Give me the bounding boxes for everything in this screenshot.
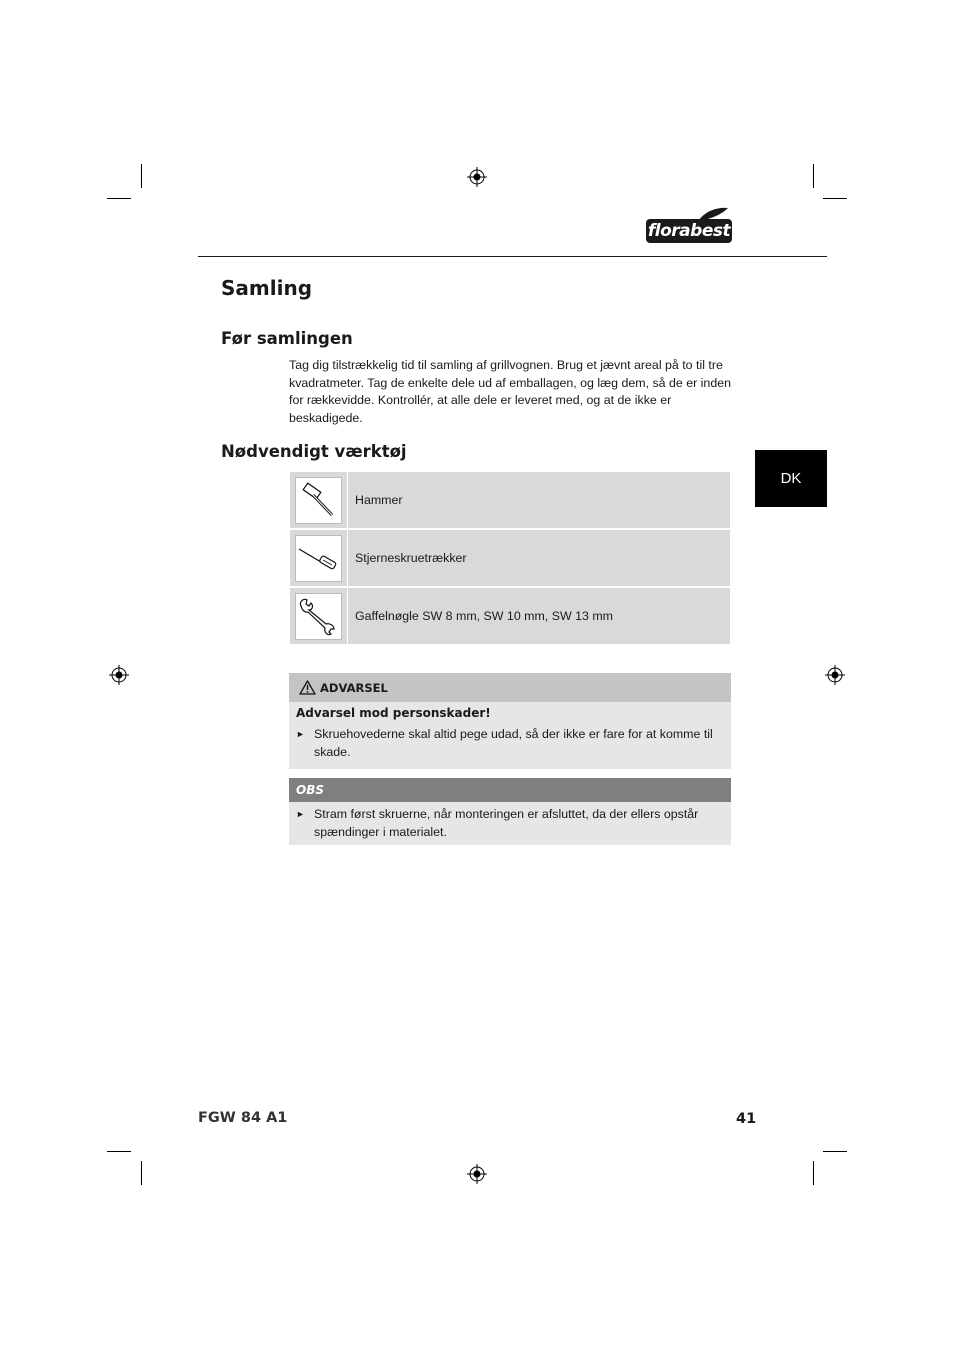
table-row [290, 472, 730, 530]
crop-mark [813, 164, 814, 188]
list-item [296, 806, 723, 841]
table-divider [347, 530, 348, 586]
footer-model-number: FGW 84 A1 [198, 1110, 288, 1126]
crop-mark [141, 1161, 142, 1185]
footer-page-number: 41 [736, 1111, 757, 1127]
crop-mark [141, 164, 142, 188]
note-box [289, 778, 731, 845]
crop-mark [823, 1151, 847, 1152]
screwdriver-icon [295, 535, 342, 582]
tools-table [290, 472, 730, 646]
note-label: OBS [296, 783, 324, 797]
warning-label: ADVARSEL [320, 680, 388, 695]
warning-triangle-icon [299, 680, 316, 695]
warning-header [289, 673, 731, 702]
table-divider [347, 472, 348, 528]
tool-label: Gaffelnøgle SW 8 mm, SW 10 mm, SW 13 mm [355, 609, 613, 623]
brand-logo-text: florabest [647, 221, 731, 241]
bullet-arrow-icon: ► [296, 729, 305, 739]
bullet-arrow-icon: ► [296, 809, 305, 819]
registration-mark-icon [467, 1164, 487, 1184]
warning-body [289, 702, 731, 769]
registration-mark-icon [109, 665, 129, 685]
page-title: Samling [221, 276, 313, 300]
note-header [289, 778, 731, 802]
tool-label: Hammer [355, 493, 403, 507]
section-body-before-assembly: Tag dig tilstrækkelig tid til samling af grillvognen. Brug et jævnt areal på to til tre kvadratmeter. Tag de enkelte dele ud af emballagen, og læg dem, så de er inden for rækkevidde. Kontrollér, at alle dele er leveret med, og at de ikke er beskadigede. [289, 358, 731, 425]
crop-mark [107, 198, 131, 199]
warning-box [289, 673, 731, 769]
tool-label: Stjerneskruetrækker [355, 551, 467, 565]
table-row [290, 588, 730, 646]
note-text: Stram først skruerne, når monteringen er afsluttet, da der ellers opstår spændinger i materialet. [314, 807, 699, 839]
crop-mark [107, 1151, 131, 1152]
crop-mark [823, 198, 847, 199]
section-heading-before-assembly: Før samlingen [221, 329, 353, 348]
table-divider [347, 588, 348, 644]
language-tab: DK [755, 450, 827, 507]
section-heading-tools: Nødvendigt værktøj [221, 442, 407, 461]
registration-mark-icon [825, 665, 845, 685]
registration-mark-icon [467, 167, 487, 187]
table-row [290, 530, 730, 588]
header-rule [198, 256, 827, 257]
warning-text: Skruehovederne skal altid pege udad, så der ikke er fare for at komme til skade. [314, 727, 713, 759]
note-body [289, 802, 731, 845]
list-item [296, 726, 723, 761]
crop-mark [813, 1161, 814, 1185]
wrench-icon [295, 593, 342, 640]
warning-subheading: Advarsel mod personskader! [296, 706, 491, 720]
hammer-icon [295, 477, 342, 524]
brand-logo [646, 206, 732, 246]
